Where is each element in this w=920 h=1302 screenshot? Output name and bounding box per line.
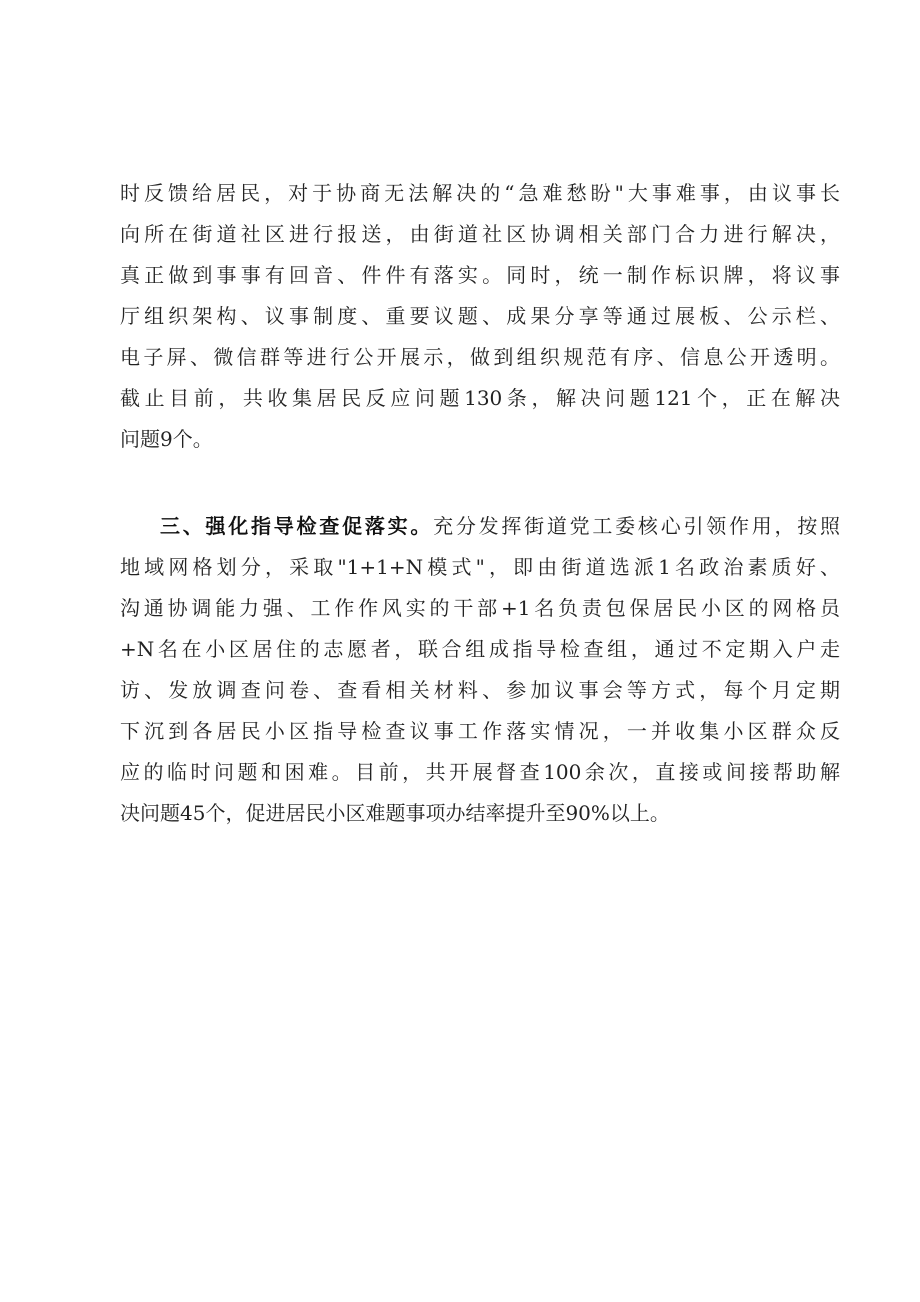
paragraph-line: 决问题45个，促进居民小区难题事项办结率提升至90%以上。 <box>120 801 670 825</box>
paragraph-line-text: 充分发挥街道党工委核心引领作用，按照 <box>433 514 841 538</box>
paragraph-line: 电子屏、微信群等进行公开展示，做到组织规范有序、信息公开透明。 <box>120 345 840 369</box>
paragraph-line: 访、发放调查问卷、查看相关材料、参加议事会等方式，每个月定期 <box>120 678 840 702</box>
paragraph-guidance <box>120 506 840 834</box>
paragraph-line: 下沉到各居民小区指导检查议事工作落实情况，一并收集小区群众反 <box>120 719 840 743</box>
paragraph-feedback <box>120 173 840 460</box>
paragraph-line: +N名在小区居住的志愿者，联合组成指导检查组，通过不定期入户走 <box>120 637 840 661</box>
paragraph-line: 沟通协调能力强、工作作风实的干部+1名负责包保居民小区的网格员 <box>120 596 840 620</box>
paragraph-line: 地域网格划分，采取"1+1+N模式"，即由街道选派1名政治素质好、 <box>120 555 840 579</box>
paragraph-line: 向所在街道社区进行报送，由街道社区协调相关部门合力进行解决， <box>120 222 840 246</box>
paragraph-line: 截止目前，共收集居民反应问题130条，解决问题121个，正在解决 <box>120 386 840 410</box>
paragraph-line <box>120 506 840 547</box>
paragraph-line: 问题9个。 <box>120 427 213 451</box>
paragraph-line: 应的临时问题和困难。目前，共开展督查100余次，直接或间接帮助解 <box>120 760 840 784</box>
paragraph-line: 厅组织架构、议事制度、重要议题、成果分享等通过展板、公示栏、 <box>120 304 840 328</box>
section-heading: 三、强化指导检查促落实。 <box>160 514 434 538</box>
paragraph-line: 时反馈给居民，对于协商无法解决的“急难愁盼"大事难事，由议事长 <box>120 181 840 205</box>
paragraph-line: 真正做到事事有回音、件件有落实。同时，统一制作标识牌，将议事 <box>120 263 840 287</box>
